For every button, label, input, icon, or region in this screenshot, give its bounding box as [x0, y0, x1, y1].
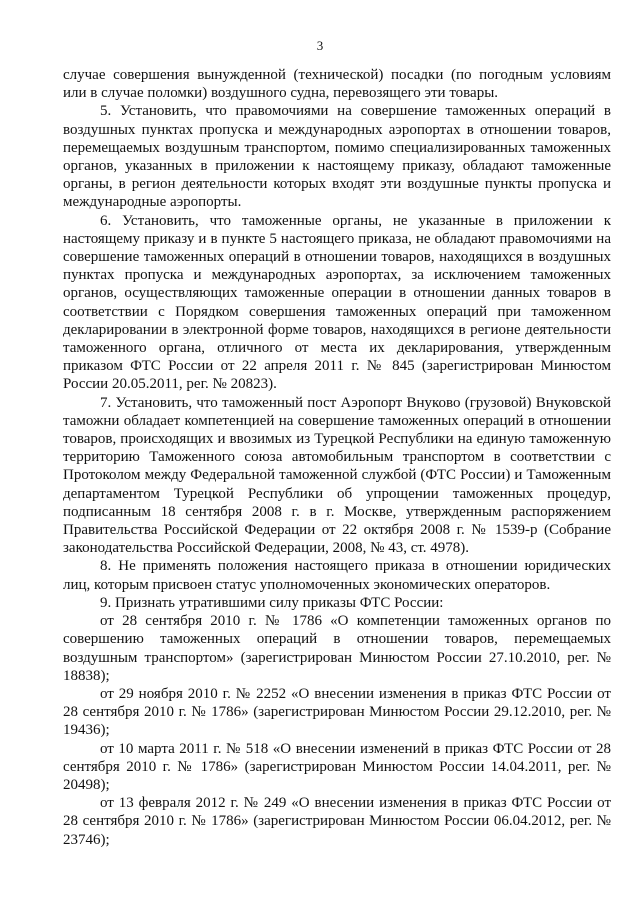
paragraph-item-8: 8. Не применять положения настоящего приказа в отношении юридических лиц, которым присвоен статус уполномоченных экономических операторов. — [63, 558, 611, 593]
repealed-order-518: от 10 марта 2011 г. № 518 «О внесении изменений в приказ ФТС России от 28 сентября 2010 г. № 1786» (зарегистрирован Минюстом России 14.04.2011, рег. № 20498); — [63, 740, 611, 793]
paragraph-item-7: 7. Установить, что таможенный пост Аэропорт Внуково (грузовой) Внуковской таможни обладает компетенцией на совершение таможенных операций в отношении товаров, происходящих и ввозимых из Турецкой Республики на единую таможенную территорию Таможенного союза автомобильным транспортом в соответствии с Протоколом между Федеральной таможенной службой (ФТС России) и Таможенным департаментом Турецкой Республики об упрощении таможенных процедур, подписанным 18 сентября 2008 г. в г. Москве, утвержденным распоряжением Правительства Российской Федерации от 22 октября 2008 г. № 1539-р (Собрание законодательства Российской Федерации, 2008, № 43, ст. 4978). — [63, 394, 611, 557]
document-body — [63, 66, 611, 849]
page-number: 3 — [316, 38, 324, 53]
paragraph-item-5: 5. Установить, что правомочиями на совершение таможенных операций в воздушных пунктах пропуска и международных аэропортах в отношении товаров, перемещаемых воздушным транспортом, помимо специализированных таможенных органов, указанных в приложении к настоящему приказу, обладают таможенные органы, в регион деятельности которых входят эти воздушные пункты пропуска и международные аэропорты. — [63, 103, 611, 211]
paragraph-continuation: случае совершения вынужденной (технической) посадки (по погодным условиям или в случае поломки) воздушного судна, перевозящего эти товары. — [63, 67, 611, 102]
paragraph-item-6: 6. Установить, что таможенные органы, не указанные в приложении к настоящему приказу и в пункте 5 настоящего приказа, не обладают правомочиями на совершение таможенных операций в отношении товаров, находящихся в воздушных пунктах пропуска и международных аэропортах, за исключением таможенных органов, осуществляющих таможенные операции в отношении данных товаров в соответствии с Порядком совершения таможенных операций при таможенном декларировании в электронной форме товаров, находящихся в регионе деятельности таможенного органа, отличного от места их декларирования, утвержденным приказом ФТС России от 22 апреля 2011 г. № 845 (зарегистрирован Минюстом России 20.05.2011, рег. № 20823). — [63, 212, 611, 393]
paragraph-item-9: 9. Признать утратившими силу приказы ФТС России: — [100, 594, 444, 611]
repealed-order-249: от 13 февраля 2012 г. № 249 «О внесении изменения в приказ ФТС России от 28 сентября 2010 г. № 1786» (зарегистрирован Минюстом России 06.04.2012, рег. № 23746); — [63, 795, 611, 848]
repealed-order-1786: от 28 сентября 2010 г. № 1786 «О компетенции таможенных органов по совершению таможенных операций в отношении товаров, перемещаемых воздушным транспортом» (зарегистрирован Минюстом России 27.10.2010, рег. № 18838); — [63, 613, 611, 684]
repealed-order-2252: от 29 ноября 2010 г. № 2252 «О внесении изменения в приказ ФТС России от 28 сентября 2010 г. № 1786» (зарегистрирован Минюстом России 29.12.2010, рег. № 19436); — [63, 685, 611, 739]
